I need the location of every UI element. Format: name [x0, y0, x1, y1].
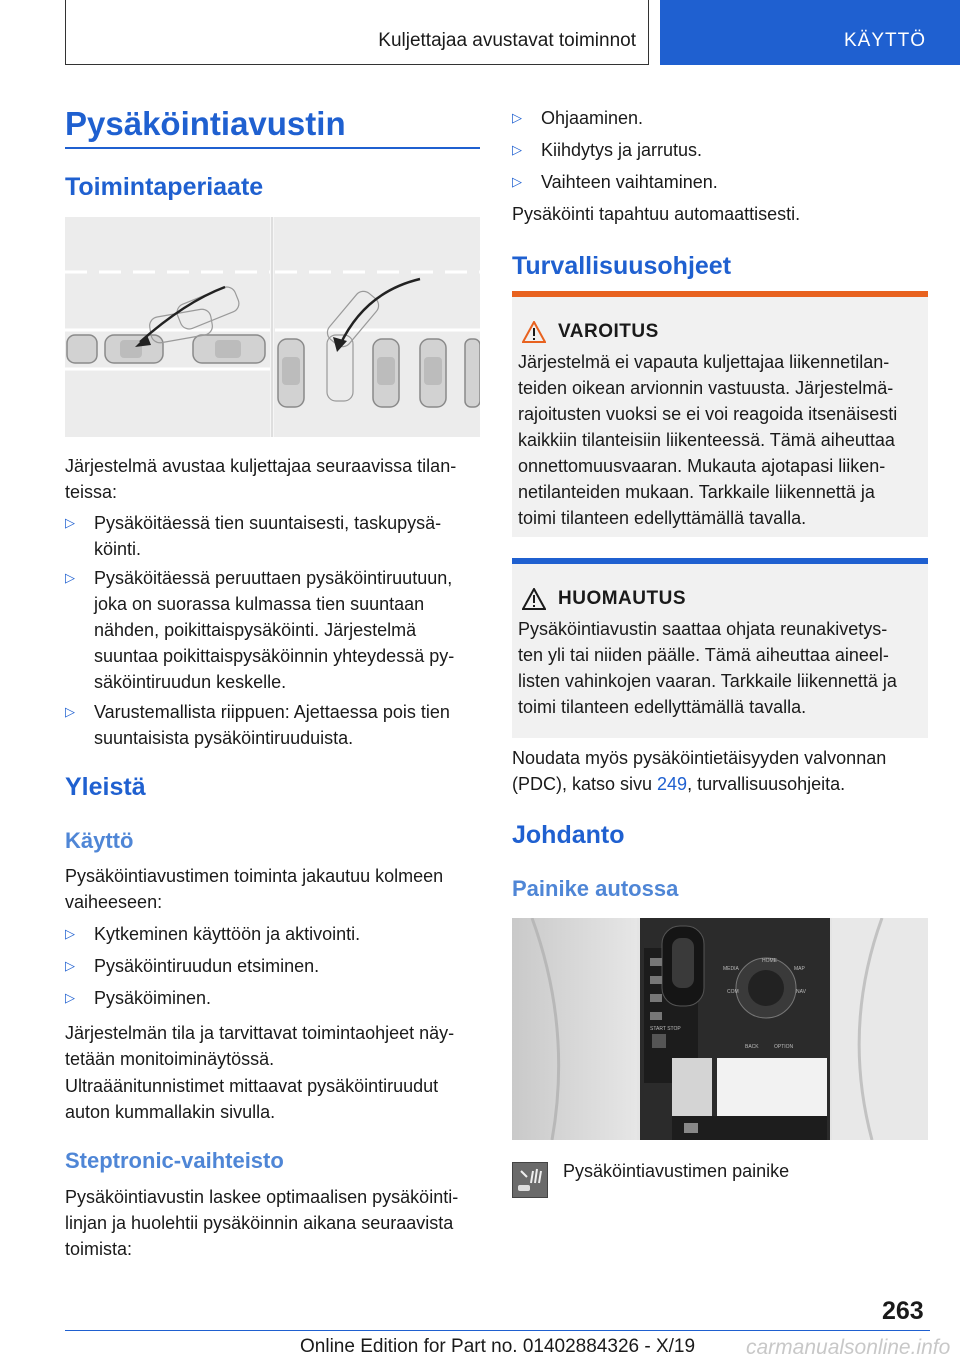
- notice-box: [512, 558, 928, 738]
- heading-principle: Toimintaperiaate: [65, 173, 264, 201]
- text-line: onnettomuusvaaran. Mukauta ajotapasi liiken-: [518, 456, 886, 476]
- pdc-paragraph: [512, 745, 928, 797]
- home-label: HOME: [762, 958, 777, 964]
- back-label: BACK: [745, 1044, 759, 1050]
- list-item: [65, 510, 480, 562]
- list-item: [512, 105, 928, 131]
- intro-paragraph: [65, 453, 480, 505]
- notice-bar: [512, 558, 928, 564]
- text-line: netilanteiden mukaan. Tarkkaile liikennettä ja: [518, 482, 875, 502]
- steptronic-paragraph: [65, 1184, 480, 1262]
- header-section-box: [65, 0, 649, 65]
- triangle-bullet-icon: ▷: [65, 515, 75, 530]
- list-item: [65, 985, 480, 1011]
- warning-title: VAROITUS: [558, 321, 659, 342]
- text-line: nähden, poikittaispysäköinti. Järjestelmä: [94, 620, 417, 640]
- text-line: suuntaisista pysäköintiruuduista.: [94, 728, 354, 748]
- text-line: Vaihteen vaihtaminen.: [541, 172, 718, 192]
- heading-button-in-car: Painike autossa: [512, 876, 679, 901]
- warning-triangle-icon: [522, 588, 546, 610]
- triangle-bullet-icon: ▷: [65, 990, 75, 1005]
- text-line: Pysäköintiavustimen toiminta jakautuu kolmeen: [65, 866, 444, 886]
- heading-steptronic: Steptronic-vaihteisto: [65, 1148, 284, 1173]
- notice-text: [518, 616, 924, 720]
- footer-rule: [65, 1330, 930, 1331]
- page-title: Pysäköintiavustin: [65, 105, 346, 142]
- text-line: Pysäköintiavustin saattaa ohjata reunakivetys-: [518, 619, 888, 639]
- media-label: MEDIA: [723, 966, 739, 972]
- triangle-bullet-icon: ▷: [512, 142, 522, 157]
- triangle-bullet-icon: ▷: [65, 958, 75, 973]
- auto-paragraph: Pysäköinti tapahtuu automaattisesti.: [512, 204, 801, 224]
- text-line: toimi tilanteen edellyttämällä tavalla.: [518, 508, 807, 528]
- triangle-bullet-icon: ▷: [512, 110, 522, 125]
- status-paragraph: [65, 1020, 480, 1072]
- title-rule: [65, 147, 480, 149]
- header-section-title: Kuljettajaa avustavat toiminnot: [378, 30, 636, 51]
- text-line: Kiihdytys ja jarrutus.: [541, 140, 703, 160]
- text-line: köinti.: [94, 539, 142, 559]
- text-line: Järjestelmä ei vapauta kuljettajaa liikennetilan-: [518, 352, 890, 372]
- text-line: Pysäköiminen.: [94, 988, 212, 1008]
- watermark: carmanualsonline.info: [746, 1336, 951, 1359]
- warning-box: [512, 291, 928, 537]
- text-line: [512, 771, 928, 797]
- text-line: Pysäköintiavustin laskee optimaalisen pysäköinti-: [65, 1187, 459, 1207]
- start-stop-label: START STOP: [650, 1026, 681, 1032]
- button-caption: Pysäköintiavustimen painike: [563, 1161, 790, 1181]
- parking-assistant-icon: [513, 1163, 547, 1197]
- text-line: Järjestelmän tila ja tarvittavat toimintaohjeet näy-: [65, 1023, 455, 1043]
- list-item: [512, 169, 928, 195]
- map-label: MAP: [794, 966, 805, 972]
- triangle-bullet-icon: ▷: [65, 570, 75, 585]
- text-line: kaikkiin tilanteisiin liikenteessä. Tämä aiheuttaa: [518, 430, 895, 450]
- page-249-link[interactable]: 249: [657, 774, 688, 794]
- text-line: Ultraäänitunnistimet mittaavat pysäköintiruudut: [65, 1076, 439, 1096]
- text-line: Järjestelmä avustaa kuljettajaa seuraavissa tilan-: [65, 456, 457, 476]
- notice-title: HUOMAUTUS: [558, 588, 686, 609]
- text-line: toimista:: [65, 1239, 133, 1259]
- text-line: vaiheeseen:: [65, 892, 163, 912]
- text-line: säköintiruudun keskelle.: [94, 672, 287, 692]
- com-label: COM: [727, 989, 739, 995]
- triangle-bullet-icon: ▷: [65, 926, 75, 941]
- heading-general: Yleistä: [65, 773, 146, 801]
- text-line: ten yli tai niiden päälle. Tämä aiheuttaa aineel-: [518, 645, 889, 665]
- text-line: linjan ja huolehtii pysäköinnin aikana seuraavista: [65, 1213, 454, 1233]
- text-fragment: (PDC), katso sivu: [512, 774, 658, 794]
- text-line: Pysäköitäessä peruuttaen pysäköintiruutuun,: [94, 568, 453, 588]
- warning-bar: [512, 291, 928, 297]
- header-chapter-label: KÄYTTÖ: [843, 30, 926, 51]
- text-line: teissa:: [65, 482, 118, 502]
- text-line: suuntaa poikittaispysäköinnin yhteydessä py-: [94, 646, 455, 666]
- parking-assistant-button-icon: [512, 1162, 548, 1198]
- header-chapter-tab[interactable]: [660, 0, 960, 65]
- parking-illustration: [65, 217, 480, 437]
- text-line: Ohjaaminen.: [541, 108, 644, 128]
- text-line: Noudata myös pysäköintietäisyyden valvonnan: [512, 748, 887, 768]
- text-line: rajoitusten vuoksi se ei voi reagoida itsenäisesti: [518, 404, 898, 424]
- heading-safety: Turvallisuusohjeet: [512, 252, 732, 280]
- list-item: [65, 565, 480, 695]
- text-line: Pysäköintiruudun etsiminen.: [94, 956, 320, 976]
- text-fragment: , turvallisuusohjeita.: [687, 774, 846, 794]
- list-item: [65, 953, 480, 979]
- heading-intro: Johdanto: [512, 821, 625, 849]
- text-line: listen vahinkojen vaaran. Tarkkaile liikennettä ja: [518, 671, 897, 691]
- sensor-paragraph: [65, 1073, 480, 1125]
- triangle-bullet-icon: ▷: [65, 704, 75, 719]
- text-line: Kytkeminen käyttöön ja aktivointi.: [94, 924, 361, 944]
- text-line: auton kummallakin sivulla.: [65, 1102, 276, 1122]
- list-item: [65, 921, 480, 947]
- operation-paragraph: [65, 863, 480, 915]
- triangle-bullet-icon: ▷: [512, 174, 522, 189]
- text-line: Varustemallista riippuen: Ajettaessa pois tien: [94, 702, 450, 722]
- text-line: toimi tilanteen edellyttämällä tavalla.: [518, 697, 807, 717]
- footer-text: Online Edition for Part no. 01402884326 - X/19: [300, 1336, 696, 1357]
- heading-operation: Käyttö: [65, 828, 134, 853]
- page-number: 263: [882, 1297, 924, 1325]
- warning-triangle-icon: [522, 321, 546, 343]
- warning-text: [518, 349, 924, 531]
- text-line: tetään monitoiminäytössä.: [65, 1049, 275, 1069]
- parking-diagram-svg: [65, 217, 480, 437]
- option-label: OPTION: [774, 1044, 794, 1050]
- console-photo-svg: [512, 918, 928, 1140]
- text-line: joka on suorassa kulmassa tien suuntaan: [94, 594, 425, 614]
- text-line: teiden oikean arvionnin vastuusta. Järjestelmä-: [518, 378, 894, 398]
- list-item: [512, 137, 928, 163]
- list-item: [65, 699, 480, 751]
- nav-label: NAV: [796, 989, 806, 995]
- text-line: Pysäköitäessä tien suuntaisesti, taskupysä-: [94, 513, 442, 533]
- console-photo: [512, 918, 928, 1140]
